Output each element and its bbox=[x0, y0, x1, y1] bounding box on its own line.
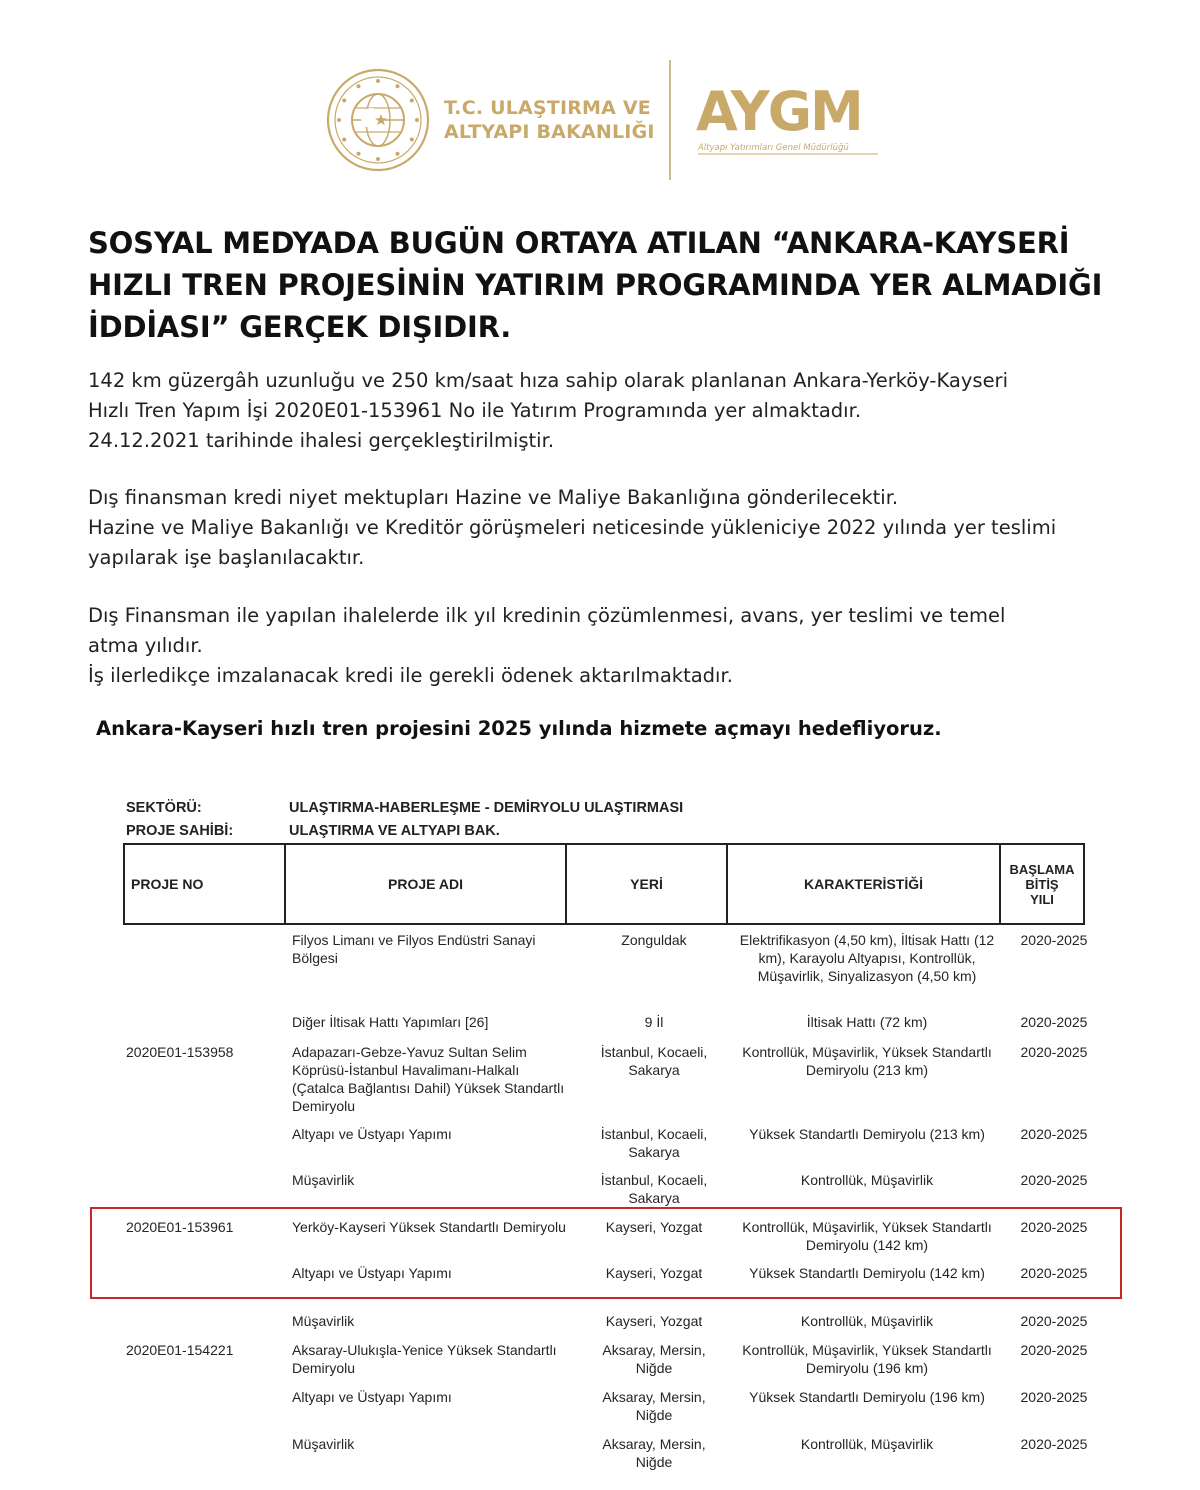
row-project-name: Aksaray-Ulukışla-Yenice Yüksek Standartlı Demiryolu bbox=[292, 1342, 557, 1376]
header-dates bbox=[1001, 843, 1083, 925]
row-years: 2020-2025 bbox=[1020, 932, 1088, 948]
row-characteristic: Kontrollük, Müşavirlik, Yüksek Standartlı Demiryolu (196 km) bbox=[742, 1342, 992, 1376]
row-years: 2020-2025 bbox=[1020, 1172, 1088, 1188]
header-characteristic: KARAKTERİSTİĞİ bbox=[804, 876, 923, 892]
headline: SOSYAL MEDYADA BUGÜN ORTAYA ATILAN “ANKARA-KAYSERİ HIZLI TREN PROJESİNİN YATIRIM PROGRAMINDA YER ALMADIĞI İDDİASI” GERÇEK DIŞIDIR. bbox=[88, 226, 1103, 344]
row-project-name: Adapazarı-Gebze-Yavuz Sultan Selim Köprüsü-İstanbul Havalimanı-Halkalı (Çatalca Bağlantısı Dahil) Yüksek Standartlı Demiryolu bbox=[292, 1044, 565, 1114]
row-project-no: 2020E01-154221 bbox=[126, 1342, 234, 1358]
owner-label: PROJE SAHİBİ: bbox=[126, 823, 234, 839]
row-project-name: Altyapı ve Üstyapı Yapımı bbox=[292, 1126, 452, 1142]
row-location: İstanbul, Kocaeli, Sakarya bbox=[600, 1126, 708, 1160]
paragraph-financing: Dış finansman kredi niyet mektupları Hazine ve Maliye Bakanlığına gönderilecektir. Hazine ve Maliye Bakanlığı ve Kreditör görüşmeleri neticesinde yükleniciye 2022 yılında yer teslimi yapılarak işe başlanılacaktır. bbox=[88, 486, 1057, 569]
header-divider bbox=[669, 60, 671, 180]
row-location: Kayseri, Yozgat bbox=[605, 1313, 703, 1329]
row-characteristic: Yüksek Standartlı Demiryolu (213 km) bbox=[749, 1126, 985, 1142]
row-location: Kayseri, Yozgat bbox=[605, 1219, 703, 1235]
row-project-name: Altyapı ve Üstyapı Yapımı bbox=[292, 1389, 452, 1405]
row-project-name: Yerköy-Kayseri Yüksek Standartlı Demiryolu bbox=[292, 1219, 566, 1235]
paragraph-project-info: 142 km güzergâh uzunluğu ve 250 km/saat hıza sahip olarak planlanan Ankara-Yerköy-Kayseri Hızlı Tren Yapım İşi 2020E01-153961 No ile Yatırım Programında yer almaktadır. 24.12.2021 tarihinde ihalesi gerçekleştirilmiştir. bbox=[88, 369, 1008, 452]
row-characteristic: Yüksek Standartlı Demiryolu (142 km) bbox=[749, 1265, 985, 1281]
aygm-logo-text: AYGM bbox=[696, 80, 862, 143]
header-project-name: PROJE ADI bbox=[388, 876, 463, 892]
row-characteristic: Kontrollük, Müşavirlik bbox=[800, 1313, 934, 1329]
row-location: Aksaray, Mersin, Niğde bbox=[602, 1342, 706, 1376]
sector-value: ULAŞTIRMA-HABERLEŞME - DEMİRYOLU ULAŞTIRMASI bbox=[289, 800, 684, 816]
row-years: 2020-2025 bbox=[1020, 1219, 1088, 1235]
header-location: YERİ bbox=[630, 876, 663, 892]
ministry-name-line1: T.C. ULAŞTIRMA VE bbox=[444, 97, 651, 119]
target-statement: Ankara-Kayseri hızlı tren projesini 2025 yılında hizmete açmayı hedefliyoruz. bbox=[96, 717, 942, 740]
row-years: 2020-2025 bbox=[1020, 1265, 1088, 1281]
row-location: Zonguldak bbox=[621, 932, 687, 948]
row-project-no: 2020E01-153958 bbox=[126, 1044, 234, 1060]
row-project-name: Diğer İltisak Hattı Yapımları [26] bbox=[292, 1014, 489, 1030]
sector-label: SEKTÖRÜ: bbox=[126, 800, 202, 816]
owner-value: ULAŞTIRMA VE ALTYAPI BAK. bbox=[289, 823, 500, 839]
row-project-name: Müşavirlik bbox=[292, 1172, 355, 1188]
paragraph-first-year: Dış Finansman ile yapılan ihalelerde ilk yıl kredinin çözümlenmesi, avans, yer teslimi ve temel atma yılıdır. İş ilerledikçe imzalanacak kredi ile gerekli ödenek aktarılmaktadır. bbox=[88, 604, 1006, 687]
row-years: 2020-2025 bbox=[1020, 1126, 1088, 1142]
row-characteristic: Kontrollük, Müşavirlik, Yüksek Standartlı Demiryolu (142 km) bbox=[742, 1219, 992, 1253]
header-project-no: PROJE NO bbox=[131, 876, 204, 892]
row-location: Aksaray, Mersin, Niğde bbox=[602, 1389, 706, 1423]
row-years: 2020-2025 bbox=[1020, 1342, 1088, 1358]
header-dates-start: BAŞLAMA bbox=[1009, 861, 1075, 877]
ministry-name bbox=[444, 96, 655, 144]
ministry-name-line2: ALTYAPI BAKANLIĞI bbox=[444, 121, 655, 143]
row-project-name: Filyos Limanı ve Filyos Endüstri Sanayi Bölgesi bbox=[292, 932, 536, 966]
row-characteristic: Kontrollük, Müşavirlik, Yüksek Standartlı Demiryolu (213 km) bbox=[742, 1044, 992, 1078]
row-characteristic: Kontrollük, Müşavirlik bbox=[800, 1436, 934, 1452]
row-years: 2020-2025 bbox=[1020, 1389, 1088, 1405]
row-years: 2020-2025 bbox=[1020, 1313, 1088, 1329]
row-location: İstanbul, Kocaeli, Sakarya bbox=[600, 1172, 708, 1206]
row-characteristic: Kontrollük, Müşavirlik bbox=[800, 1172, 934, 1188]
row-project-name: Müşavirlik bbox=[292, 1436, 355, 1452]
ministry-seal-logo bbox=[326, 68, 430, 172]
row-years: 2020-2025 bbox=[1020, 1044, 1088, 1060]
row-years: 2020-2025 bbox=[1020, 1014, 1088, 1030]
row-characteristic: Elektrifikasyon (4,50 km), İltisak Hattı (12 km), Karayolu Altyapısı, Kontrollük, Müşavirlik, Sinyalizasyon (4,50 km) bbox=[739, 932, 995, 984]
row-project-no: 2020E01-153961 bbox=[126, 1219, 234, 1235]
header-dates-year: YILI bbox=[1030, 891, 1054, 907]
header-dates-end: BİTİŞ bbox=[1025, 876, 1059, 892]
row-location: Aksaray, Mersin, Niğde bbox=[602, 1436, 706, 1470]
row-project-name: Müşavirlik bbox=[292, 1313, 355, 1329]
row-location: İstanbul, Kocaeli, Sakarya bbox=[600, 1044, 708, 1078]
row-location: 9 İl bbox=[644, 1014, 664, 1030]
row-location: Kayseri, Yozgat bbox=[605, 1265, 703, 1281]
row-characteristic: Yüksek Standartlı Demiryolu (196 km) bbox=[749, 1389, 985, 1405]
row-characteristic: İltisak Hattı (72 km) bbox=[806, 1014, 928, 1030]
row-years: 2020-2025 bbox=[1020, 1436, 1088, 1452]
row-project-name: Altyapı ve Üstyapı Yapımı bbox=[292, 1265, 452, 1281]
aygm-logo bbox=[696, 78, 882, 162]
aygm-subtitle: Altyapı Yatırımları Genel Müdürlüğü bbox=[698, 143, 849, 153]
